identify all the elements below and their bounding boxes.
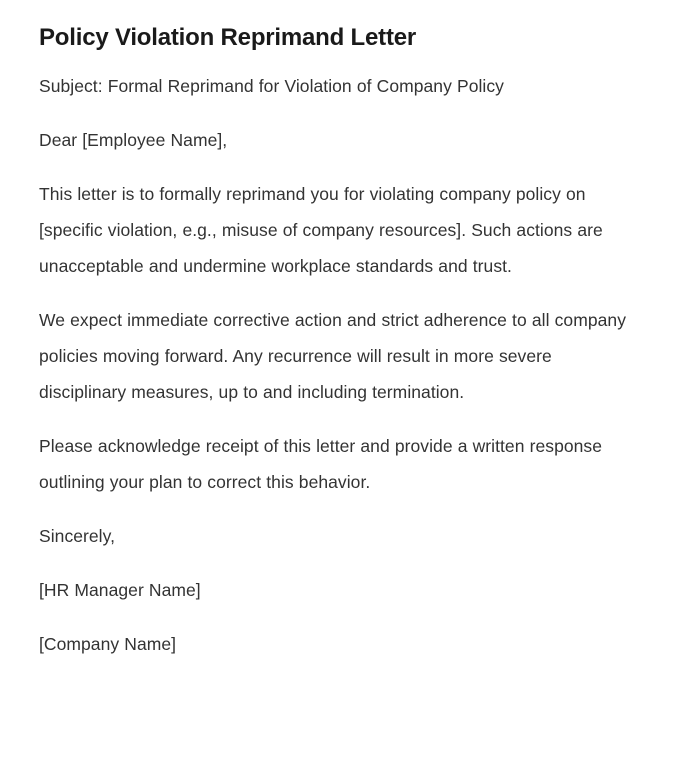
salutation: Dear [Employee Name], — [39, 130, 228, 150]
body-paragraph-1: This letter is to formally reprimand you for violating company policy on [specific violation, e.g., misuse of company resources]. Such actions are unacceptable and undermine workplace standards and trust. — [39, 184, 603, 276]
page-title: Policy Violation Reprimand Letter — [39, 24, 417, 51]
signature-company: [Company Name] — [39, 634, 177, 654]
letter-body — [39, 68, 640, 662]
subject-line: Subject: Formal Reprimand for Violation of Company Policy — [39, 76, 504, 96]
closing: Sincerely, — [39, 526, 116, 546]
body-paragraph-2: We expect immediate corrective action and strict adherence to all company policies moving forward. Any recurrence will result in more severe disciplinary measures, up to and including termination. — [39, 310, 626, 402]
signature-name: [HR Manager Name] — [39, 580, 201, 600]
body-paragraph-3: Please acknowledge receipt of this letter and provide a written response outlining your plan to correct this behavior. — [39, 436, 603, 492]
